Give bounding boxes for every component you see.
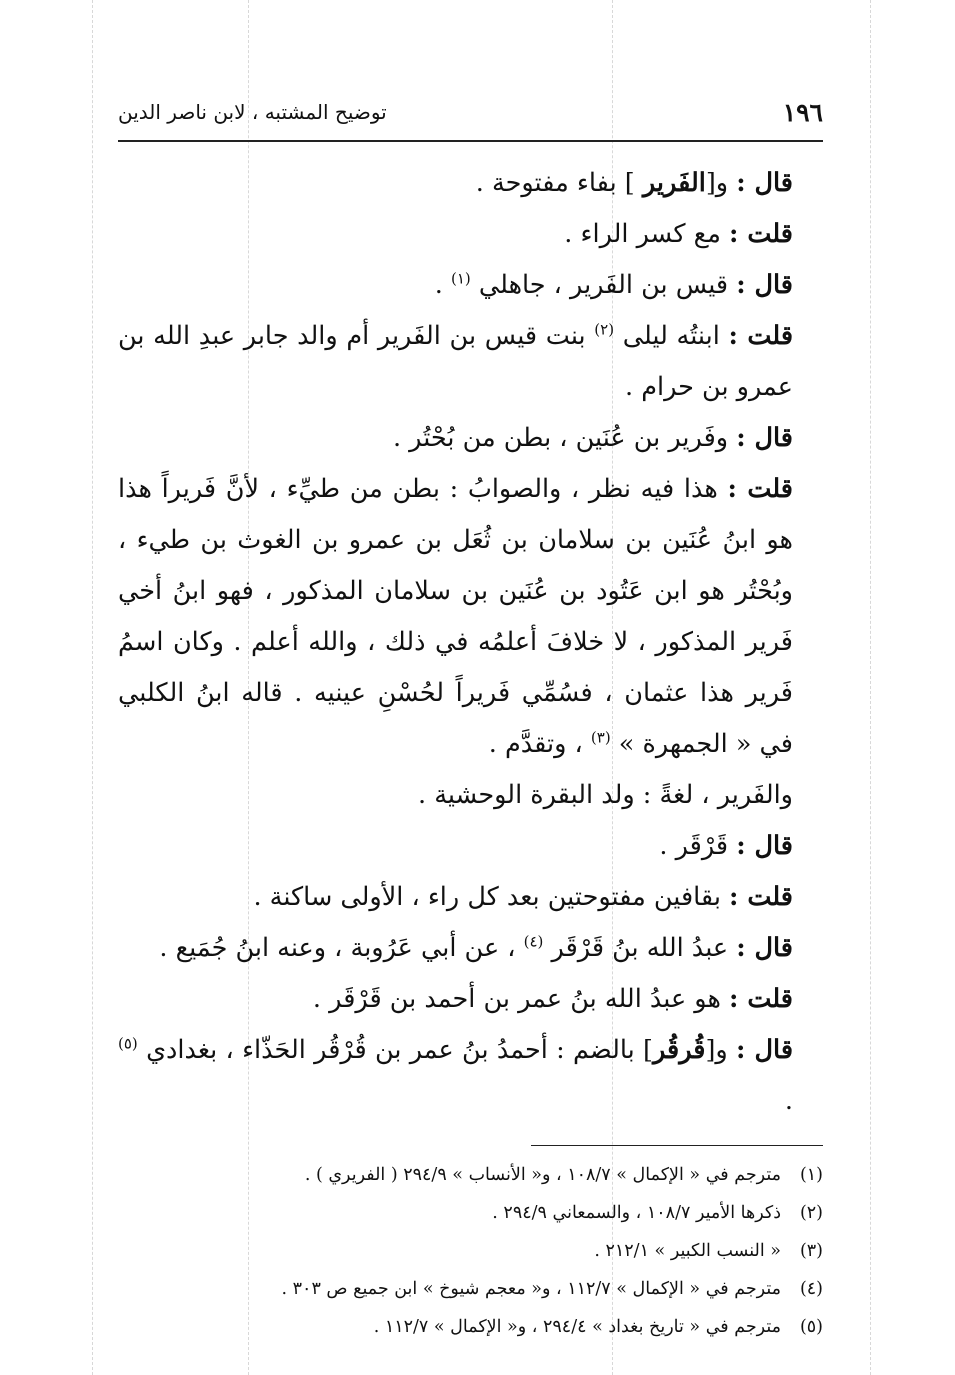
paragraph: [118, 311, 823, 413]
paragraph-text: بقافين مفتوحتين بعد كل راء ، الأولى ساكنة .: [253, 882, 721, 912]
paragraph-text: وفَرير بن عُنَين ، بطن من بُحْتُر .: [392, 423, 729, 453]
paragraph-text: و[: [705, 1035, 728, 1065]
speaker-label: قلت :: [729, 882, 793, 912]
speaker-label: قال :: [736, 270, 793, 300]
footnote-marker: (٥): [118, 1034, 138, 1053]
paragraph-text: قيس بن الفَرير ، جاهلي: [478, 270, 729, 300]
footnote-text: مترجم في « الإكمال » ١١٢/٧ ، و« معجم شيوخ » ابن جميع ص ٣٠٣ .: [281, 1279, 781, 1299]
paragraph: [118, 770, 823, 821]
footnote-divider: [531, 1145, 823, 1146]
footnote-marker: (٢): [594, 320, 615, 339]
entry-headword: قُرقُر: [652, 1035, 706, 1065]
paragraph-text: ابنتُه ليلى: [622, 321, 720, 351]
paragraph-text: والفَرير ، لغةً : ولد البقرة الوحشية .: [418, 780, 793, 810]
speaker-label: قلت :: [729, 984, 793, 1014]
entry-headword: الفَرير: [642, 168, 706, 198]
footnote-text: مترجم في « الإكمال » ١٠٨/٧ ، و« الأنساب » ٢٩٤/٩ ( الفريري ) .: [304, 1165, 781, 1185]
paragraph-text: ] بفاء مفتوحة .: [475, 168, 635, 198]
footnote-text: « النسب الكبير » ٢١٢/١ .: [594, 1241, 781, 1261]
scan-guide-line: [92, 0, 93, 1375]
footnotes: [118, 1156, 823, 1346]
speaker-label: قلت :: [728, 321, 794, 351]
footnote-number: (٣): [799, 1241, 823, 1261]
paragraph-text: ، وتقدَّم .: [488, 729, 583, 759]
footnote-text: ذكرها الأمير ١٠٨/٧ ، والسمعاني ٢٩٤/٩ .: [492, 1203, 781, 1223]
scan-guide-line: [870, 0, 871, 1375]
paragraph-text: ] بالضم : أحمدُ بنُ عمر بن قُرْقُر الحَذّاء ، بغدادي: [146, 1035, 653, 1065]
paragraph-text: هو عبدُ الله بنُ عمر بن أحمد بن قَرْقَر .: [312, 984, 721, 1014]
paragraph-text: عبدُ الله بنُ قَرْقَر: [551, 933, 729, 963]
footnote: [118, 1156, 823, 1194]
speaker-label: قال :: [736, 933, 793, 963]
speaker-label: قال :: [736, 168, 793, 198]
page-header: [118, 88, 823, 142]
footnote: [118, 1232, 823, 1270]
footnote-marker: (١): [450, 269, 471, 288]
paragraph: [118, 872, 823, 923]
footnote-marker: (٤): [523, 932, 544, 951]
paragraph-text: قَرْقَر .: [659, 831, 729, 861]
footnote: [118, 1308, 823, 1346]
paragraph-text: .: [784, 1086, 793, 1116]
book-page: [118, 88, 823, 1346]
speaker-label: قلت :: [729, 219, 793, 249]
paragraph: [118, 821, 823, 872]
paragraph: [118, 260, 823, 311]
paragraph-text: ، عن أبي عَرُوبة ، وعنه ابنُ جُمَيع .: [159, 933, 516, 963]
speaker-label: قال :: [736, 1035, 794, 1065]
paragraph: [118, 974, 823, 1025]
paragraph-text: هذا فيه نظر ، والصوابُ : بطن من طيِّء ، لأنَّ فَريراً هذا هو ابنُ عُنَين بن سلامان بن ثُعَل بن عمرو بن الغوث بن طيء ، وبُحْتُر هو ابن عَتُود بن عُنَين بن سلامان المذكور ، فهو ابنُ أخي فَرير المذكور ، لا خلافَ أعلمُه في ذلك ، والله أعلم . وكان اسمُ فَرير هذا عثمان ، فسُمِّي فَريراً لحُسْنِ عينيه . قاله ابنُ الكلبي في « الجمهرة »: [118, 474, 793, 759]
footnote: [118, 1194, 823, 1232]
footnote-text: مترجم في « تاريخ بغداد » ٢٩٤/٤ ، و« الإكمال » ١١٢/٧ .: [373, 1317, 781, 1337]
speaker-label: قلت :: [727, 474, 793, 504]
speaker-label: قال :: [736, 831, 793, 861]
footnote-number: (٥): [799, 1317, 823, 1337]
footnote-number: (١): [799, 1165, 823, 1185]
paragraph: [118, 1025, 823, 1127]
paragraph: [118, 209, 823, 260]
paragraph: [118, 464, 823, 770]
paragraph-text: مع كسر الراء .: [564, 219, 721, 249]
paragraph-text: .: [434, 270, 443, 300]
paragraph: [118, 923, 823, 974]
main-text: [118, 158, 823, 1127]
speaker-label: قال :: [736, 423, 793, 453]
footnote-marker: (٣): [590, 728, 611, 747]
footnote-number: (٢): [799, 1203, 823, 1223]
page-number: ١٩٦: [782, 98, 823, 127]
paragraph-text: و[: [705, 168, 729, 198]
paragraph: [118, 413, 823, 464]
running-title: توضيح المشتبه ، لابن ناصر الدين: [118, 100, 387, 124]
paragraph-text: بنت قيس بن الفَرير أم والد جابر عبدِ الله بن عمرو بن حرام .: [118, 321, 793, 402]
paragraph: [118, 158, 823, 209]
footnote: [118, 1270, 823, 1308]
footnote-number: (٤): [799, 1279, 823, 1299]
